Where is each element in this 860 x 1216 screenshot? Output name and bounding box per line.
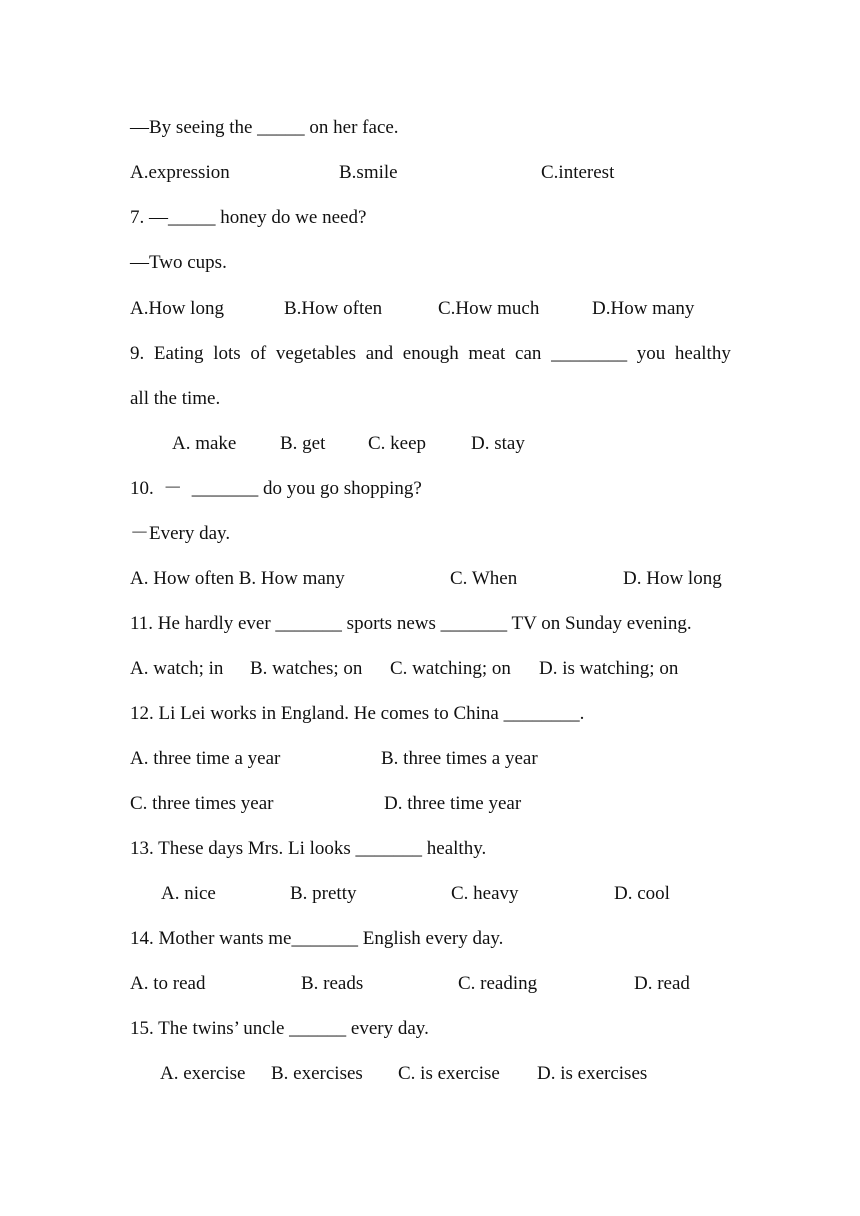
option-a: A. make	[172, 433, 237, 454]
question-7-answer-line: —Two cups.	[130, 252, 227, 273]
word: lots	[213, 343, 241, 364]
question-15-stem: 15. The twins’ uncle ______ every day.	[130, 1018, 429, 1039]
word: and	[365, 343, 394, 364]
word: meat	[468, 343, 506, 364]
option-b: B. get	[280, 433, 326, 454]
word: Eating	[153, 343, 204, 364]
option-b: B.smile	[339, 162, 398, 183]
option-a: A.expression	[130, 162, 230, 183]
option-c: C. heavy	[451, 883, 519, 904]
word: healthy	[674, 343, 731, 364]
option-d: D. three time year	[384, 793, 522, 814]
option-a: A. three time a year	[130, 748, 281, 769]
word: you	[636, 343, 666, 364]
option-a: A. exercise	[160, 1063, 246, 1084]
question-9-stem-continued: all the time.	[130, 388, 221, 409]
option-c: C. watching; on	[390, 658, 511, 679]
answer-blank: ________	[551, 343, 628, 364]
option-d: D.How many	[592, 298, 695, 319]
option-b: B. reads	[301, 973, 364, 994]
question-6-stem: —By seeing the _____ on her face.	[130, 117, 399, 138]
option-b: B. pretty	[290, 883, 357, 904]
option-c: C. reading	[458, 973, 538, 994]
option-b: B. three times a year	[381, 748, 538, 769]
option-c: C. three times year	[130, 793, 274, 814]
option-d: D. stay	[471, 433, 525, 454]
word: vegetables	[275, 343, 357, 364]
option-d: D. is watching; on	[539, 658, 679, 679]
word: can	[515, 343, 542, 364]
option-a: A. watch; in	[130, 658, 224, 679]
option-c: C. is exercise	[398, 1063, 500, 1084]
option-c: C.How much	[438, 298, 540, 319]
question-7-stem: 7. —_____ honey do we need?	[130, 207, 367, 228]
question-12-stem: 12. Li Lei works in England. He comes to China ________.	[130, 703, 585, 724]
option-b: B.How often	[284, 298, 383, 319]
option-d: D. read	[634, 973, 690, 994]
option-b: B. exercises	[271, 1063, 363, 1084]
option-c: C. keep	[368, 433, 427, 454]
option-d: D. is exercises	[537, 1063, 648, 1084]
option-a-b: A. How often B. How many	[130, 568, 345, 589]
question-11-stem: 11. He hardly ever _______ sports news _______ TV on Sunday evening.	[130, 613, 692, 634]
option-a: A. nice	[161, 883, 216, 904]
option-c: C. When	[450, 568, 518, 589]
word: enough	[402, 343, 459, 364]
word: 9.	[130, 343, 145, 364]
question-10-answer-line: －Every day.	[130, 523, 231, 544]
option-c: C.interest	[541, 162, 615, 183]
word: of	[250, 343, 267, 364]
option-d: D. How long	[623, 568, 722, 589]
option-d: D. cool	[614, 883, 670, 904]
question-14-stem: 14. Mother wants me_______ English every day.	[130, 928, 504, 949]
option-a: A.How long	[130, 298, 224, 319]
option-b: B. watches; on	[250, 658, 363, 679]
option-a: A. to read	[130, 973, 206, 994]
question-9-stem	[130, 342, 731, 366]
question-10-stem: 10. － _______ do you go shopping?	[130, 478, 422, 499]
question-13-stem: 13. These days Mrs. Li looks _______ healthy.	[130, 838, 487, 859]
